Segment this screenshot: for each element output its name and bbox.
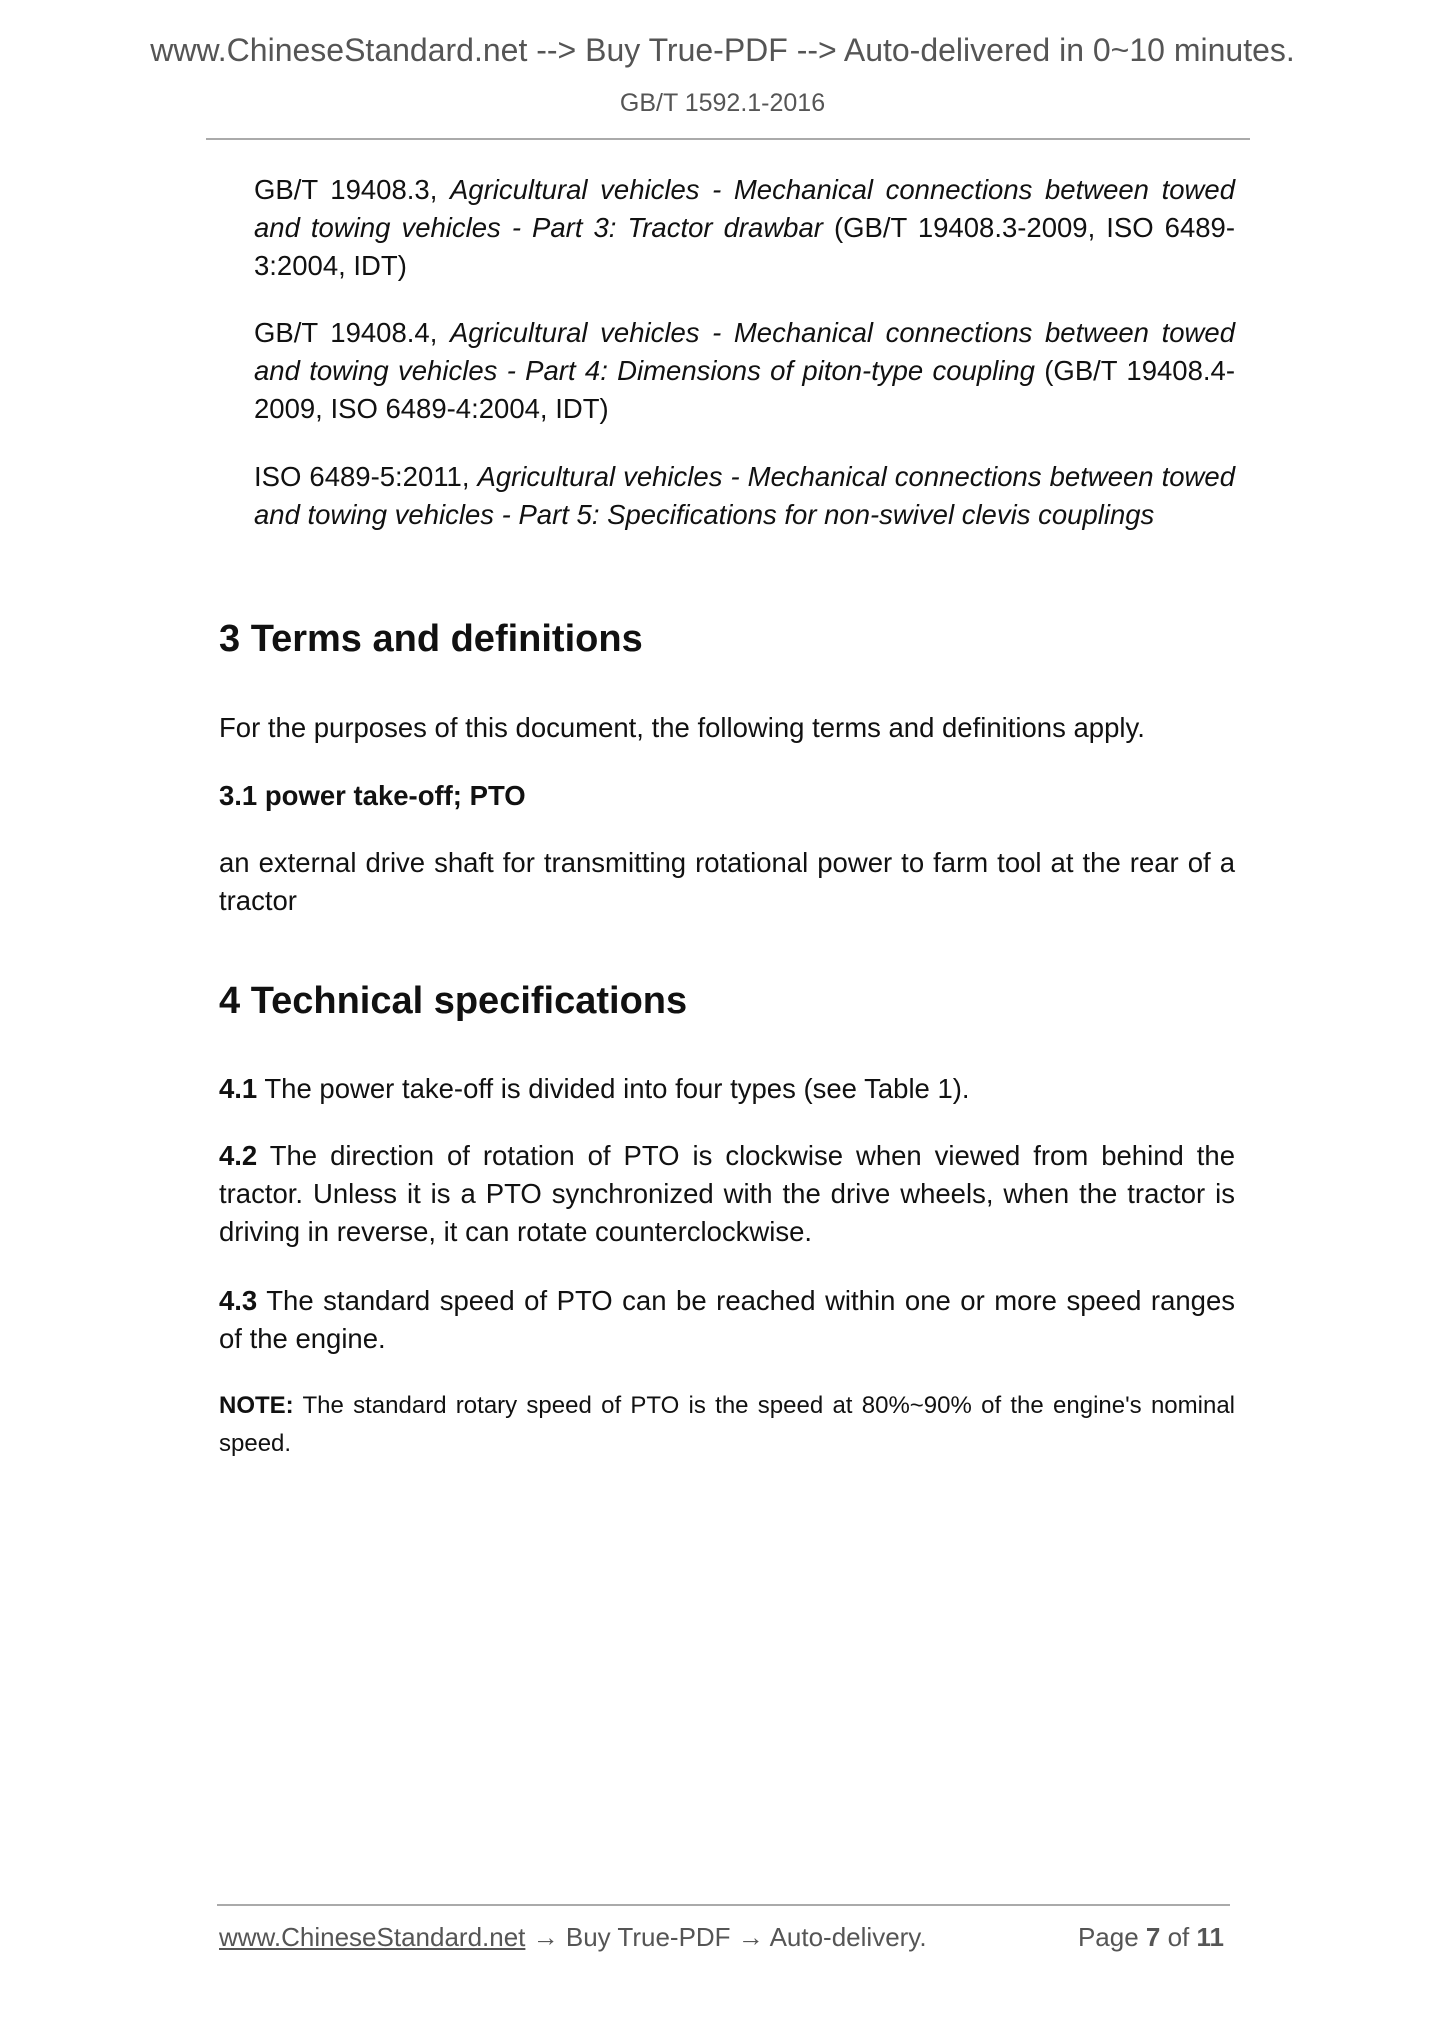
clause-text: The standard speed of PTO can be reached within one or more speed ranges of the engine. [219, 1285, 1235, 1354]
note-text: The standard rotary speed of PTO is the speed at 80%~90% of the engine's nominal speed. [219, 1392, 1235, 1457]
note [219, 1387, 1235, 1463]
clause [219, 1282, 1235, 1358]
clause [219, 1070, 1235, 1108]
section-heading: 4 Technical specifications [219, 980, 688, 1022]
term-definition: an external drive shaft for transmitting rotational power to farm tool at the rear of a tractor [219, 847, 1235, 916]
ref-code: GB/T 19408.3, [254, 174, 450, 205]
ref-code: ISO 6489-5:2011, [254, 461, 478, 492]
clause-text: The direction of rotation of PTO is clockwise when viewed from behind the tractor. Unless it is a PTO synchronized with the drive wheels, when the tractor is driving in reverse, it can rotate counterclockwise. [219, 1140, 1235, 1247]
reference-item [254, 458, 1235, 534]
page-label: Page [1077, 1922, 1146, 1952]
header-divider [206, 138, 1250, 140]
section-heading: 3 Terms and definitions [219, 618, 643, 660]
clause-number: 4.1 [219, 1073, 258, 1104]
clause-text: The power take-off is divided into four types (see Table 1). [257, 1073, 970, 1104]
clause-number: 4.2 [219, 1140, 258, 1171]
ref-title: Agricultural vehicles - Mechanical connections between towed and towing vehicles - Part 5: Specifications for non-swivel clevis couplings [254, 461, 1236, 530]
clause-number: 4.3 [219, 1285, 258, 1316]
footer-link[interactable]: www.ChineseStandard.net [219, 1922, 526, 1952]
page-number: 7 [1145, 1922, 1161, 1952]
document-id: GB/T 1592.1-2016 [619, 89, 826, 117]
ref-tail: (GB/T 19408.4-2009, ISO 6489-4:2004, IDT) [254, 355, 1235, 424]
page-indicator [1078, 1922, 1224, 1953]
ref-title: Agricultural vehicles - Mechanical connections between towed and towing vehicles - Part 3: Tractor drawbar [254, 174, 1235, 243]
term-heading: 3.1 power take-off; PTO [219, 780, 526, 811]
reference-item [254, 171, 1235, 285]
header-banner: www.ChineseStandard.net --> Buy True-PDF --> Auto-delivered in 0~10 minutes. [150, 32, 1295, 68]
footer-divider [217, 1904, 1230, 1906]
page-of: of [1160, 1922, 1197, 1952]
footer [219, 1922, 1224, 1953]
section-intro: For the purposes of this document, the following terms and definitions apply. [219, 712, 1145, 743]
clause [219, 1137, 1235, 1251]
page-total: 11 [1196, 1922, 1224, 1952]
footer-text: → Buy True-PDF → Auto-delivery. [525, 1922, 927, 1952]
ref-title: Agricultural vehicles - Mechanical connections between towed and towing vehicles - Part 4: Dimensions of piton-type coupling [254, 317, 1235, 386]
reference-item [254, 314, 1235, 428]
ref-tail: (GB/T 19408.3-2009, ISO 6489-3:2004, IDT) [254, 212, 1236, 281]
ref-code: GB/T 19408.4, [254, 317, 450, 348]
note-label: NOTE: [219, 1392, 294, 1419]
